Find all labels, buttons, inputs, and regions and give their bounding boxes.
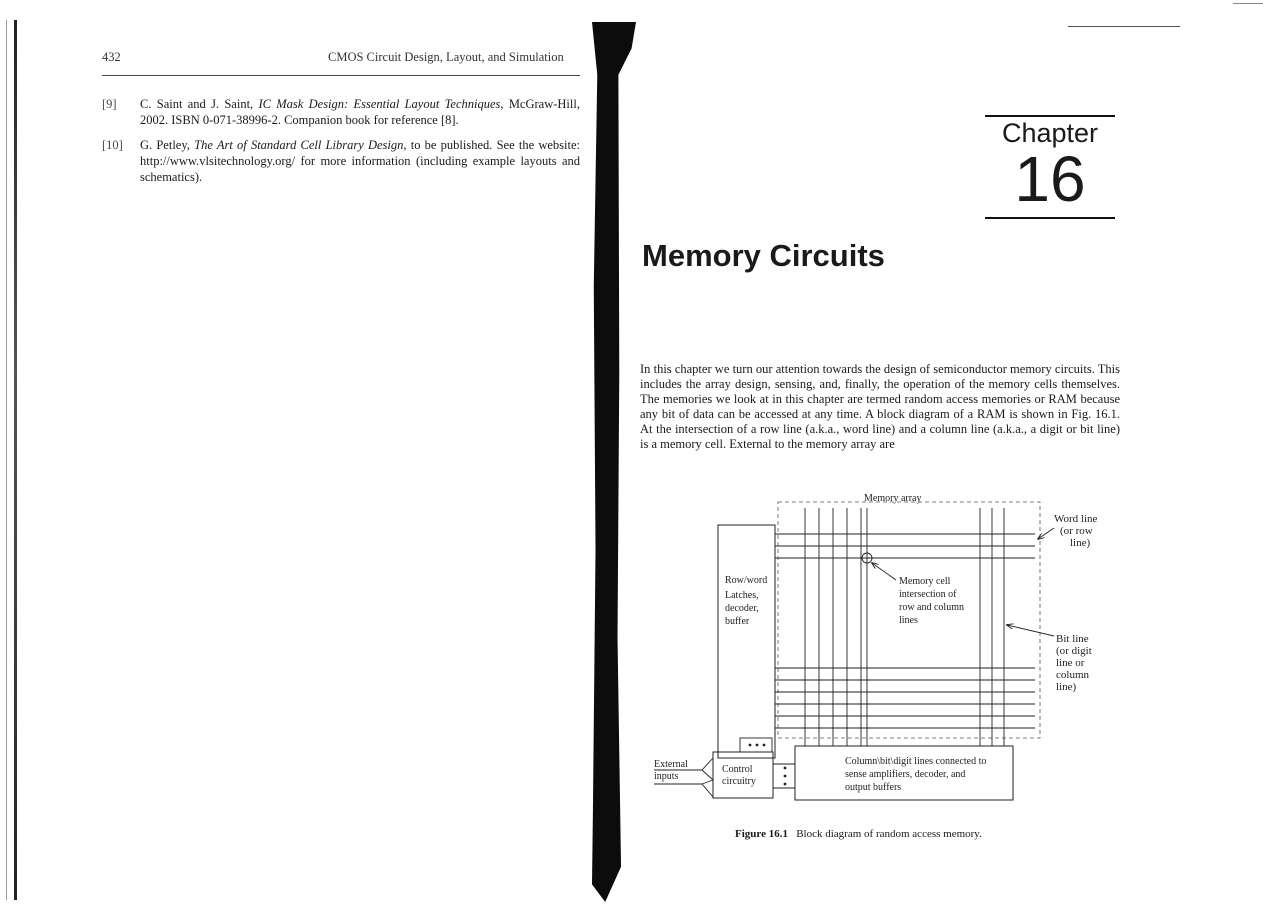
reference-title: The Art of Standard Cell Library Design (194, 138, 404, 152)
bit-line-arrow (1007, 625, 1054, 636)
scan-corner-line (1068, 26, 1180, 27)
bus-dots (749, 744, 766, 747)
reference-authors: G. Petley, (140, 138, 195, 152)
book-spine-shadow (592, 22, 636, 902)
bit-line-label: Bit line (or digit line or column line) (1056, 633, 1092, 693)
figure-caption-text: Block diagram of random access memory. (796, 828, 982, 840)
reference-title: IC Mask Design: Essential Layout Techniques (258, 97, 501, 111)
reference-number: [10] (102, 138, 123, 152)
chapter-number: 16 (1014, 143, 1086, 215)
page-number: 432 (102, 50, 121, 64)
word-lines (775, 534, 1035, 728)
figure-caption (735, 828, 982, 840)
control-circuitry-label: Control circuitry (722, 764, 756, 787)
reference-details: , McGraw-Hill, 2002. ISBN 0-071-38996-2. Companion book for reference [8]. (140, 97, 580, 127)
word-line-arrow (1038, 528, 1054, 539)
control-dots (784, 767, 787, 786)
memory-array-label: Memory array (864, 493, 922, 504)
figure-ram-block-diagram (640, 488, 1120, 808)
column-sense-label: Column\bit\digit lines connected to sense amplifiers, decoder, and output buffers (845, 756, 987, 793)
row-decoder-block (718, 525, 775, 758)
ram-block-diagram (640, 488, 1120, 808)
running-title: CMOS Circuit Design, Layout, and Simulation (328, 50, 564, 64)
figure-label: Figure 16.1 (735, 828, 788, 840)
memory-cell-label: Memory cell intersection of row and column lines (899, 576, 964, 626)
reference-details: , to be published. See the website: http://www.vlsitechnology.org/ for more information (including example layouts and schematics). (140, 138, 580, 184)
scan-corner-mark (1233, 3, 1263, 4)
bit-lines (805, 508, 1004, 746)
chapter-label: Chapter (1001, 118, 1099, 148)
chapter-title: Memory Circuits (642, 238, 885, 273)
scan-edge-left-faint (6, 20, 7, 900)
header-rule (102, 75, 580, 76)
chapter-bottom-rule (985, 217, 1115, 219)
word-line-label: Word line (or row line) (1054, 513, 1098, 549)
row-decoder-label: Row/word Latches, decoder, buffer (725, 575, 768, 627)
chapter-heading-block (985, 115, 1115, 219)
external-inputs-label: External inputs (654, 759, 688, 782)
control-circuitry-block (713, 752, 773, 798)
reference-authors: C. Saint and J. Saint, (140, 97, 259, 111)
reference-number: [9] (102, 97, 117, 111)
memory-cell-arrow (872, 563, 896, 580)
scan-edge-left (14, 20, 17, 900)
reference-9 (102, 96, 580, 128)
body-paragraph: In this chapter we turn our attention towards the design of semiconductor memory circuits. This includes the array design, sensing, and, finally, the operation of the memory cells themselves. The memories we look at in this chapter are termed random access memories or RAM because any bit of data can be accessed at any time. A block diagram of a RAM is shown in Fig. 16.1. At the intersection of a row line (a.k.a., word line) and a column line (a.k.a., a digit or bit line) is a memory cell. External to the memory array are (640, 362, 1120, 451)
reference-10 (102, 137, 580, 185)
